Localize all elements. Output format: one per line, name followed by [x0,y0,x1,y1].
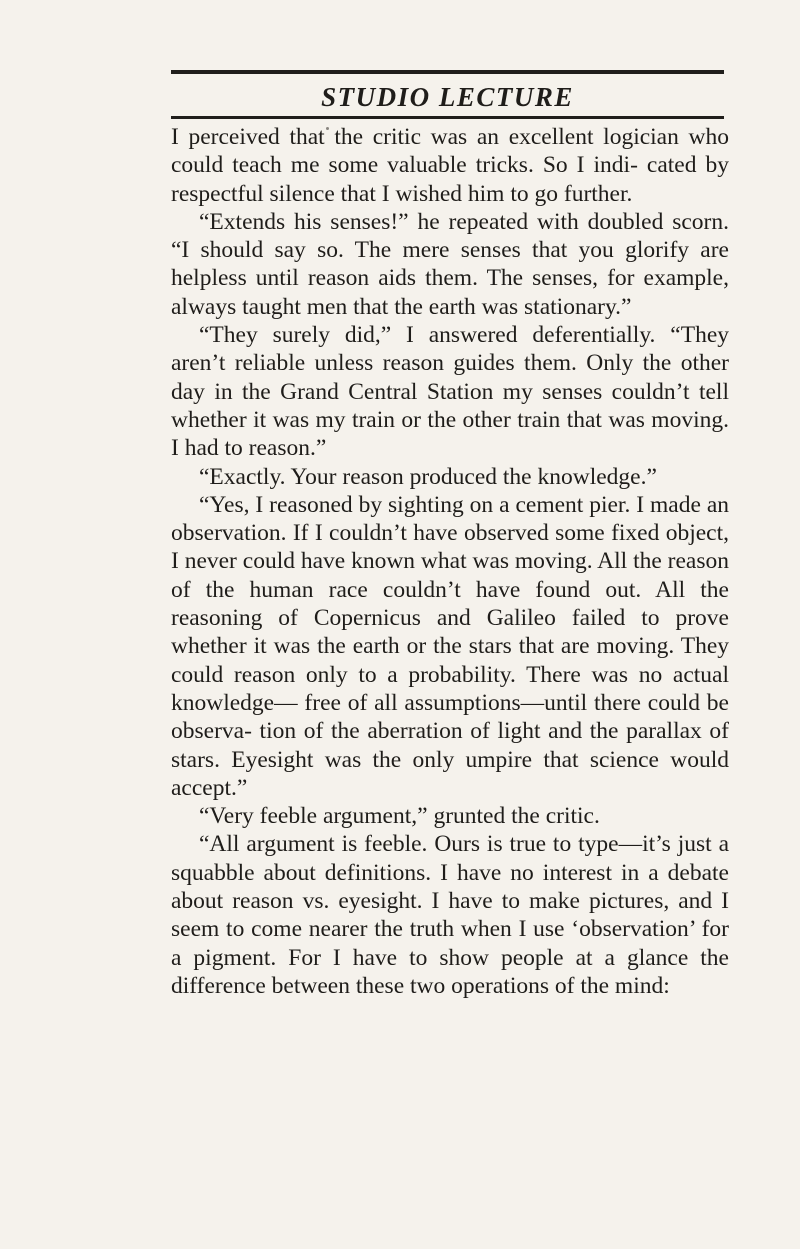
paragraph: “Yes, I reasoned by sighting on a cement pier. I made an observation. If I couldn’t have observed some fixed object, I never could have known what was moving. All the reason of the human race couldn’t have found out. All the reasoning of Copernicus and Galileo failed to prove whether it was the earth or the stars that are moving. They could reason only to a probability. There was no actual knowledge— free of all assumptions—until there could be observa- tion of the aberration of light and the parallax of stars. Eyesight was the only umpire that science would accept.” [171,491,729,801]
paragraph: “All argument is feeble. Ours is true to type—it’s just a squabble about definitions. I have no interest in a debate about reason vs. eyesight. I have to make pictures, and I seem to come nearer the truth when I use ‘observation’ for a pigment. For I have to show people at a glance the difference between these two operations of the mind: [171,831,729,999]
page-header [171,70,724,120]
body-text [171,123,729,1000]
header-rule-bottom [171,116,724,119]
paragraph: “Very feeble argument,” grunted the critic. [199,803,600,830]
running-head: STUDIO LECTURE [321,82,574,112]
header-rule-top [171,70,724,74]
paragraph: “They surely did,” I answered deferentially. “They aren’t reliable unless reason guides them. Only the other day in the Grand Central Station my senses couldn’t tell whether it was my train or the other train that was moving. I had to reason.” [171,322,729,462]
paragraph: “Extends his senses!” he repeated with doubled scorn. “I should say so. The mere senses that you glorify are helpless until reason aids them. The senses, for example, always taught men that the earth was stationary.” [171,208,729,320]
paragraph: I perceived that the critic was an excellent logician who could teach me some valuable tricks. So I indi- cated by respectful silence that I wished him to go further. [171,124,729,207]
paragraph: “Exactly. Your reason produced the knowledge.” [199,463,657,490]
